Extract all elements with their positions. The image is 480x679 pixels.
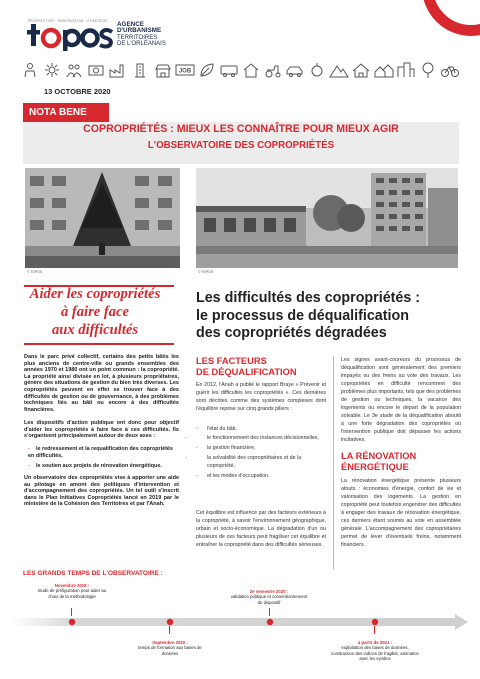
car-icon (285, 61, 305, 79)
bicycle-icon (440, 61, 460, 79)
timeline-event-1-date: Novembre 2019 : (54, 583, 90, 588)
deq-bullet-text: et les modes d'occupation. (207, 473, 270, 479)
timeline-event-4 (330, 640, 420, 661)
house2-icon (351, 61, 371, 79)
section-reno-heading (341, 451, 461, 472)
buildings-icon (396, 61, 416, 79)
timeline-event-3-date: 2e semestre 2020 : (249, 589, 289, 594)
section-deq-heading (196, 356, 326, 377)
bullet-dash: - (28, 463, 30, 469)
left-heading-line-3: aux difficultés (51, 321, 139, 338)
agency-line-1: AGENCE (117, 21, 144, 28)
section-deq-bullets (185, 425, 326, 480)
left-paragraph-1: Dans le parc privé collectif, certains des petits bâtis les plus anciens de centre-ville ou grands ensembles des années 1970 et 1980 ont un point commun : la copropriété. La propriété ainsi divisée en lot, à plusieurs propriétaires, génère des situations de gestion du bien très diverses. Les copropriétés peuvent en effet se trouver face à des difficultés de gestion ou de gouvernance, à des problèmes techniques liés au bâti ou encore à des difficultés financières. (24, 354, 179, 413)
timeline-event-3-text: validation politique et conventionnement du dispositif (230, 594, 308, 605)
people-icon (64, 61, 84, 79)
mountain-icon (329, 61, 349, 79)
deq-bullet: - la solvabilité des copropriétaires et de la copropriété, (185, 455, 302, 469)
houses-icon (374, 61, 394, 79)
population-icon (20, 61, 40, 79)
left-bullet-1-text: le redressement et la requalification des copropriétés en difficultés, (28, 446, 173, 459)
right-heading-line-1: Les difficultés des copropriétés : (196, 290, 421, 306)
shop-icon (153, 61, 173, 79)
warning-signs-paragraph: Les signes avant-coureurs du processus de déqualification sont généralement des premiers impayés ou des freins au vote des travaux. Les copropriétés en difficulté rencontrent des problèmes plus importants, tels que des problèmes de gestion ou techniques, la vacance des logements ou encore le départ de la population solvable. Le 3e stade de la déqualification aboutit à une forte dégradation des copropriétés où l'intervention publique doit dépasser les actions incitatives. (341, 357, 461, 443)
left-heading-line-1: Aider les copropriétés (29, 286, 161, 302)
leaf-icon (197, 61, 217, 79)
deq-bullet: - le fonctionnement des instances décisionnelles, (185, 435, 319, 441)
timeline-event-2 (134, 640, 206, 656)
section-deq-conclusion: Cet équilibre est influencé par des facteurs extérieurs à la copropriété, à savoir l'environnement géographique, urbain et socio-économique. La dégradation d'un ou plusieurs de ces facteurs peut fragiliser cet équilibre et entraîner la copropriété dans des difficultés sérieuses. (196, 510, 326, 548)
factory-icon (108, 61, 128, 79)
left-heading-line-2: à faire face (60, 303, 130, 320)
left-heading-rule-bottom (24, 343, 174, 345)
left-bullet-1 (28, 446, 178, 459)
section-reno-text: La rénovation énergétique présente plusieurs atouts : économies d'énergie, confort de vie et valorisation des logements. La gestion en copropriété peut toutefois engendrer des difficultés à engager des travaux de rénovation énergétique, ces derniers étant soumis au vote en assemblée générale. L'accompagnement des copropriétaires permet de lever d'éventuels freins, notamment financiers. (341, 478, 461, 548)
left-bullet-2 (28, 463, 178, 470)
timeline-tick (71, 608, 72, 616)
house-icon (241, 61, 261, 79)
svg-text:JOB: JOB (178, 68, 191, 75)
bus-icon (219, 61, 239, 79)
timeline-event-2-date: Septembre 2020 : (152, 640, 188, 645)
right-heading-line-3: des copropriétés dégradées (196, 325, 387, 341)
job-icon (175, 61, 195, 79)
agency-line-4: DE L'ORLÉANAIS (117, 40, 166, 47)
logo-graphic (26, 18, 116, 52)
timeline-tick (169, 626, 170, 634)
logo-subtitle: PROSPECTIVE · OBSERVATION · STRATÉGIE (28, 19, 108, 23)
deq-bullet: - la gestion financière, (196, 445, 256, 451)
deq-bullet-text: l'état du bâti, (207, 426, 237, 432)
deq-bullet-text: le fonctionnement des instances décisionnelles, (207, 435, 319, 441)
left-paragraph-3: Un observatoire des copropriétés vise à apporter une aide au pilotage en amont des politiques d'intervention et d'accompagnement des copropriétés. Un tel outil s'inscrit dans le Plan Initiatives Copropriétés lancé en 2019 par le ministère de la Cohésion des Territoires et par l'Anah. (24, 475, 179, 508)
theme-icon-row (20, 58, 460, 82)
photo-credit-1: © TOPOS (27, 270, 43, 274)
right-heading-line-2: le processus de déqualification (196, 307, 409, 324)
section-reno-heading-line-2: ÉNERGÉTIQUE (341, 461, 409, 472)
right-heading (196, 290, 466, 343)
agency-line-3: TERRITOIRES (117, 34, 158, 41)
money-icon (86, 61, 106, 79)
deq-bullet-text: la solvabilité des copropriétaires et de la copropriété, (207, 455, 302, 469)
left-bullet-2-text: le soutien aux projets de rénovation énergétique. (36, 463, 162, 469)
section-deq-heading-line-1: LES FACTEURS (196, 356, 267, 366)
section-deq-heading-line-2: DE DÉQUALIFICATION (196, 366, 297, 377)
timeline-tick (374, 626, 375, 634)
timeline-event-3 (228, 589, 310, 605)
timeline-event-2-text: temps de formation aux bases de données (138, 645, 202, 656)
tractor-icon (263, 61, 283, 79)
fruit-icon (307, 61, 327, 79)
deq-bullet: - et les modes d'occupation. (196, 473, 270, 479)
photo-housing-estate (196, 168, 458, 268)
timeline-tick (269, 608, 270, 616)
page-title: COPROPRIÉTÉS : MIEUX LES CONNAÎTRE POUR MIEUX AGIR (83, 123, 399, 135)
bullet-dash: - (28, 446, 30, 452)
issue-date: 13 OCTOBRE 2020 (44, 87, 111, 96)
timeline-event-1 (36, 583, 108, 599)
page-subtitle: L'OBSERVATOIRE DES COPROPRIÉTÉS (147, 140, 335, 151)
section-deq-intro: En 2012, l'Anah a publié le rapport Braye « Prévenir et guérir les difficultés les copropriétés ». Ces dernières sont décrites comme des systèmes complexes dont l'équilibre repose sur cinq grands piliers : (196, 382, 326, 412)
timeline-event-4-text: exploitation des bases de données, construction des indices de fragilité, animation avec les syndics (331, 645, 419, 661)
agency-line-2: D'URBANISME (117, 27, 162, 35)
column-divider (333, 356, 334, 570)
tower-icon (130, 61, 150, 79)
timeline-event-4-date: à partir de 2021 : (357, 640, 393, 645)
deq-bullet-text: la gestion financière, (207, 445, 256, 451)
sun-icon (42, 61, 62, 79)
left-paragraph-2: Les dispositifs d'action publique ont donc pour objectif d'aider les copropriétés à faire face à ces difficultés. Ils s'organisent principalement autour de deux axes : (24, 420, 179, 440)
deq-bullet: - l'état du bâti, (196, 426, 237, 432)
topos-logo (26, 18, 116, 54)
left-heading (20, 286, 170, 339)
timeline-arrow (10, 612, 470, 632)
photo-tree-building (25, 168, 180, 268)
section-reno-heading-line-1: LA RÉNOVATION (341, 451, 417, 461)
agency-name (117, 22, 166, 47)
nota-bene-tag: NOTA BENE (23, 103, 109, 122)
timeline-heading: LES GRANDS TEMPS DE L'OBSERVATOIRE : (23, 570, 163, 577)
decorative-corner-circle (422, 0, 480, 36)
tree-icon (418, 61, 438, 79)
timeline-event-1-text: étude de préfiguration pour aider au choix de la méthodologie (37, 588, 107, 599)
photo-credit-2: © TOPOS (198, 270, 214, 274)
